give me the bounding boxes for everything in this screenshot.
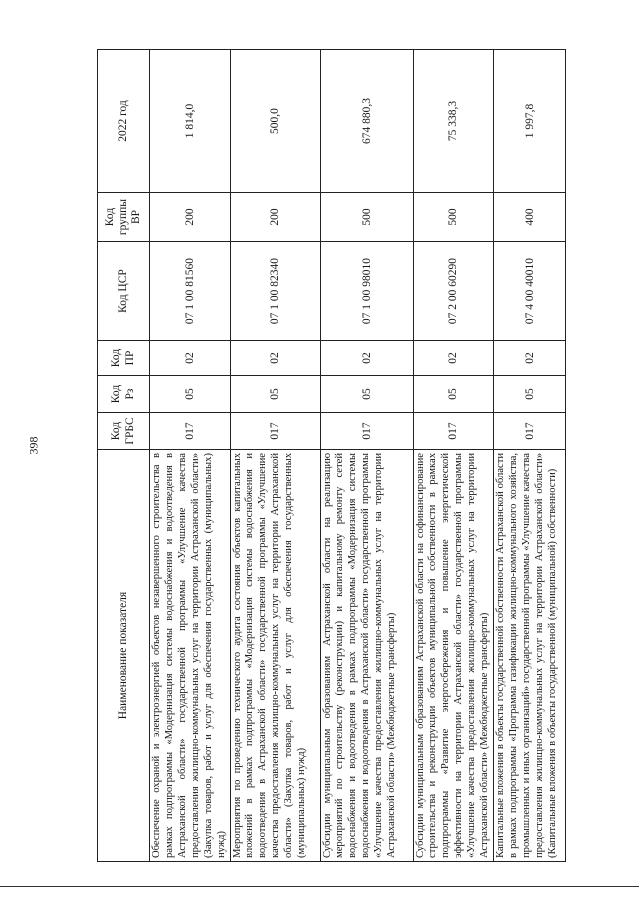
row-csr: 07 1 00 82340 — [230, 242, 320, 341]
row-csr: 07 4 00 40010 — [494, 242, 566, 341]
row-csr: 07 1 00 98010 — [320, 242, 413, 341]
row-pr: 02 — [150, 341, 231, 376]
header-name: Наименование показателя — [98, 450, 150, 862]
row-amount: 1 814,0 — [150, 50, 231, 193]
row-pr: 02 — [230, 341, 320, 376]
row-vr: 200 — [150, 193, 231, 242]
header-rz: Код Рз — [98, 376, 150, 413]
row-name: Субсидии муниципальным образованиям Астраханской области на софинансирование строительства и реконструкции объектов муниципальной собственности в рамках подпрограммы «Развитие энергосбережения и повышение энергетической эффективности на территории Астраханской области» государственной программы «Улучшение качества предоставления жилищно-коммунальных услуг на территории Астраханской области» (Межбюджетные трансферты) — [413, 450, 494, 862]
row-amount: 674 880,3 — [320, 50, 413, 193]
header-year: 2022 год — [98, 50, 150, 193]
row-rz: 05 — [494, 376, 566, 413]
row-grbs: 017 — [413, 413, 494, 450]
row-grbs: 017 — [150, 413, 231, 450]
page-number: 398 — [26, 436, 41, 455]
header-csr: Код ЦСР — [98, 242, 150, 341]
row-name: Капитальные вложения в объекты государственной собственности Астраханской области в рамках подпрограммы «Программа газификации жилищно-коммунального хозяйства, промышленных и иных организаций» государственной программы «Улучшение качества предоставления жилищно-коммунальных услуг на территории Астраханской области» (Капитальные вложения в объекты государственной (муниципальной) собственности) — [494, 450, 566, 862]
row-pr: 02 — [494, 341, 566, 376]
row-name: Субсидии муниципальным образованиям Астраханской области на реализацию мероприятий по строительству (реконструкции) и капитальному ремонту сетей водоснабжения и водоотведения в рамках подпрограммы «Модернизация системы водоснабжения и водоотведения в Астраханской области» государственной программы «Улучшение качества предоставления жилищно-коммунальных услуг на территории Астраханской области» (Межбюджетные трансферты) — [320, 450, 413, 862]
row-amount: 75 338,3 — [413, 50, 494, 193]
row-rz: 05 — [230, 376, 320, 413]
row-name: Обеспечение охраной и электроэнергией объектов незавершенного строительства в рамках подпрограммы «Модернизация системы водоснабжения и водоотведения в Астраханской области» государственной программы «Улучшение качества предоставления жилищно-коммунальных услуг на территории Астраханской области» (Закупка товаров, работ и услуг для обеспечения государственных (муниципальных) нужд) — [150, 450, 231, 862]
row-rz: 05 — [413, 376, 494, 413]
table-row — [320, 50, 413, 862]
row-vr: 500 — [320, 193, 413, 242]
table-row — [494, 50, 566, 862]
row-pr: 02 — [413, 341, 494, 376]
row-name: Мероприятия по проведению технического аудита состояния объектов капитальных вложений в рамках подпрограммы «Модернизация системы водоснабжения и водоотведения в Астраханской области» государственной программы «Улучшение качества предоставления жилищно-коммунальных услуг на территории Астраханской области» (Закупка товаров, работ и услуг для обеспечения государственных (муниципальных) нужд) — [230, 450, 320, 862]
header-grbs: Код ГРБС — [98, 413, 150, 450]
table-row — [230, 50, 320, 862]
row-grbs: 017 — [320, 413, 413, 450]
row-grbs: 017 — [494, 413, 566, 450]
row-rz: 05 — [150, 376, 231, 413]
table-row — [150, 50, 231, 862]
row-pr: 02 — [320, 341, 413, 376]
row-amount: 500,0 — [230, 50, 320, 193]
header-vr: Код группы ВР — [98, 193, 150, 242]
rotated-table-wrapper — [97, 50, 561, 862]
row-csr: 07 2 00 60290 — [413, 242, 494, 341]
row-csr: 07 1 00 81560 — [150, 242, 231, 341]
table-row — [413, 50, 494, 862]
row-vr: 500 — [413, 193, 494, 242]
row-vr: 400 — [494, 193, 566, 242]
budget-table — [97, 49, 566, 862]
row-vr: 200 — [230, 193, 320, 242]
row-amount: 1 997,8 — [494, 50, 566, 193]
header-pr: Код ПР — [98, 341, 150, 376]
row-rz: 05 — [320, 376, 413, 413]
page-bottom-rule — [0, 886, 639, 887]
table-header-row — [98, 50, 150, 862]
row-grbs: 017 — [230, 413, 320, 450]
